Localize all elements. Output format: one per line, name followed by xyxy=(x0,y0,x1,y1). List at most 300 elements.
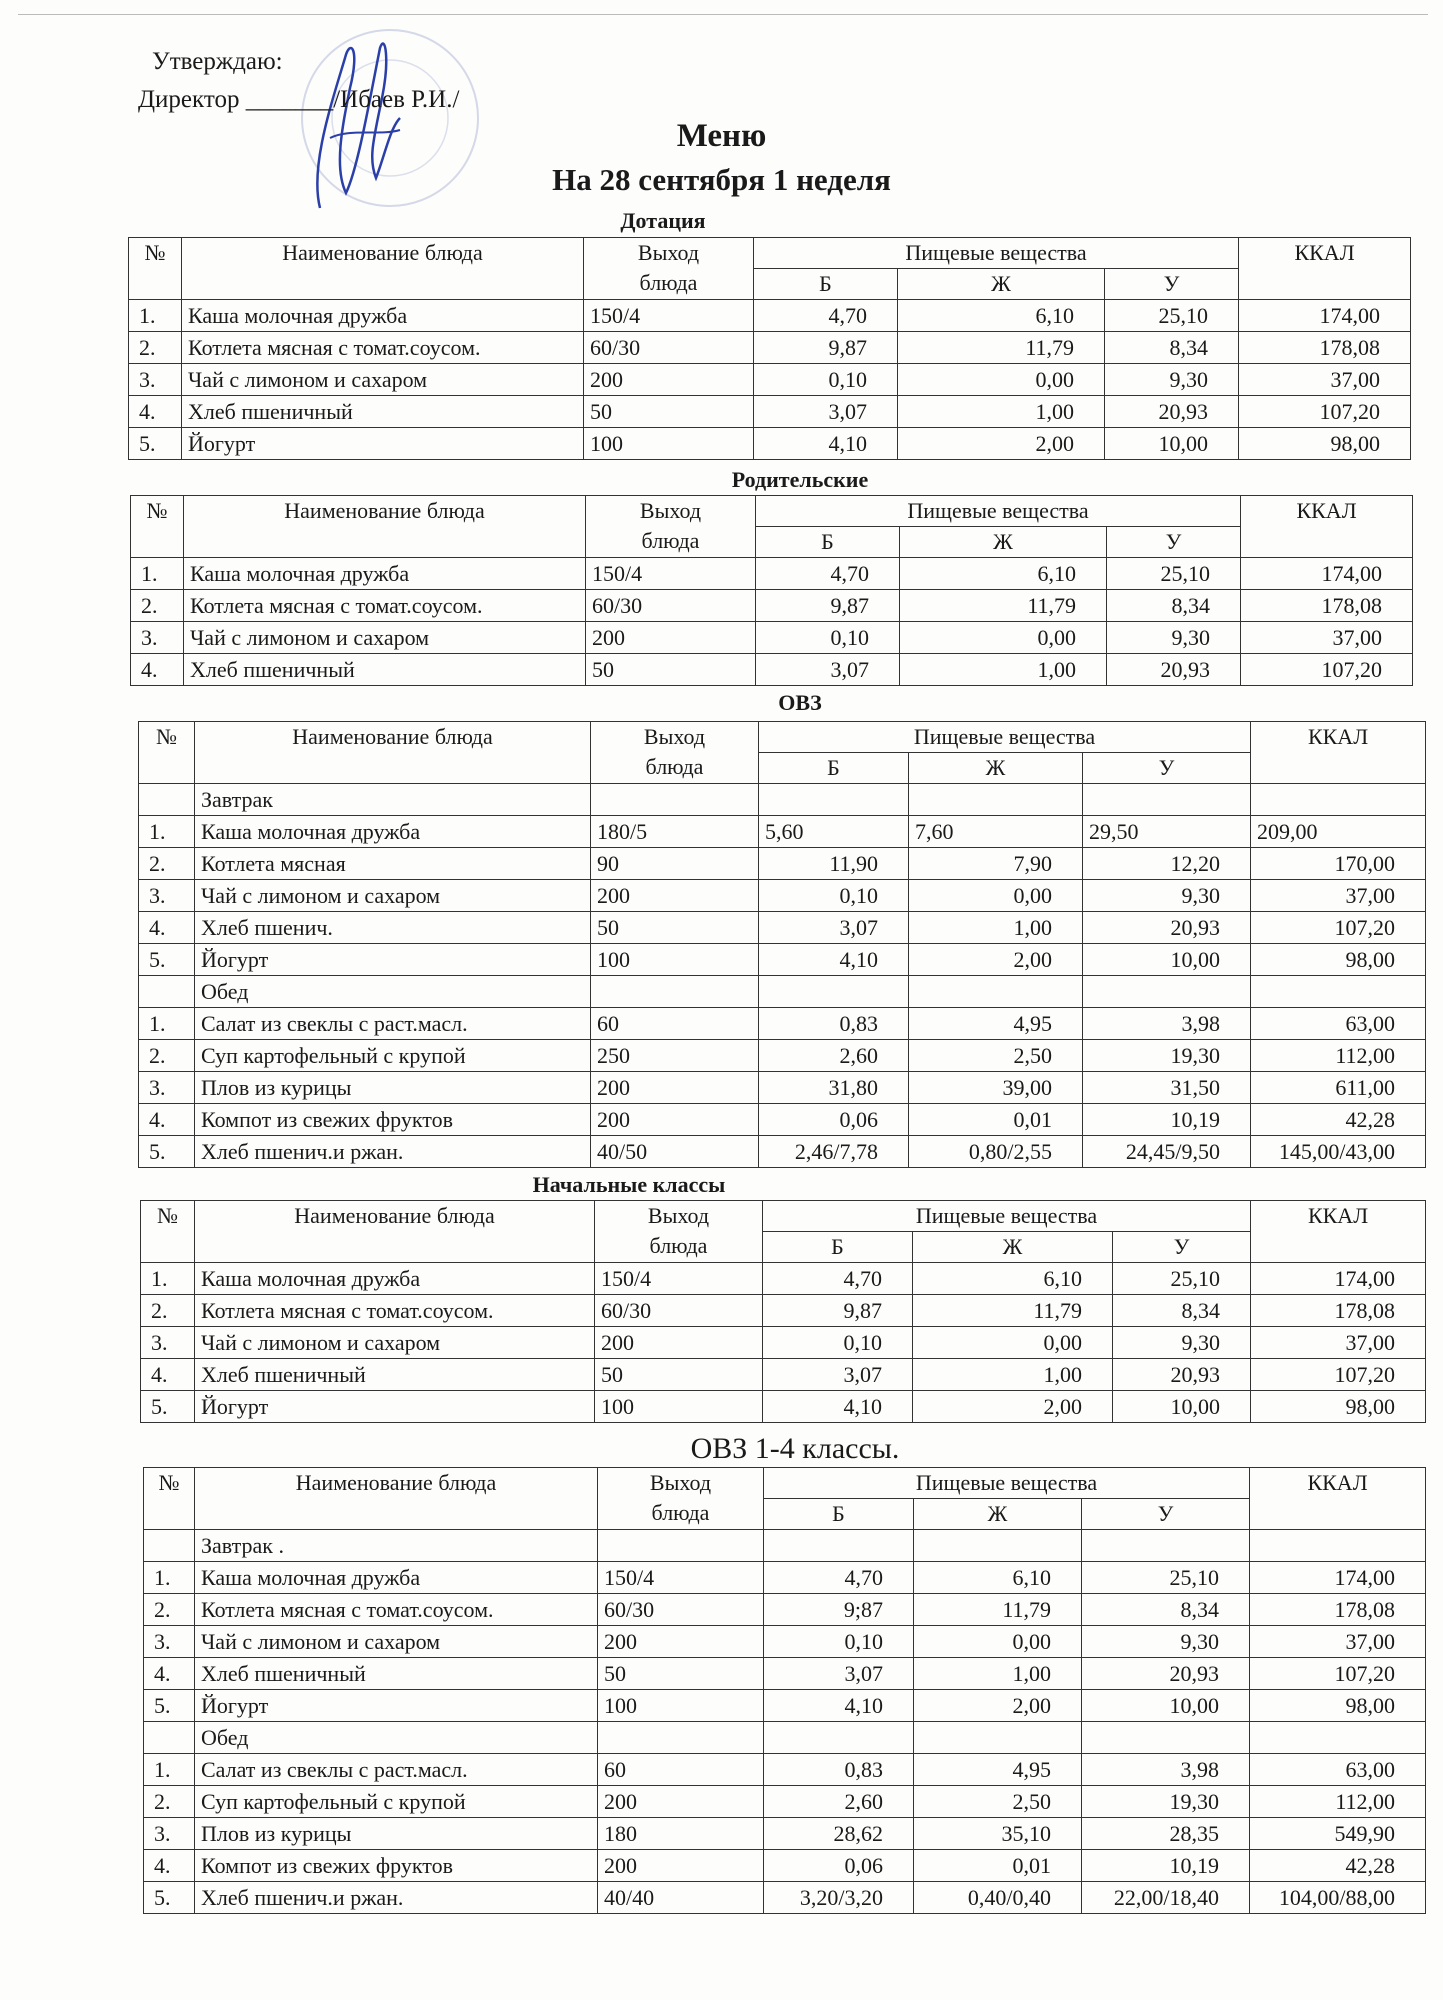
kcal: 145,00/43,00 xyxy=(1251,1136,1426,1168)
director-line: Директор _______/Ибаев Р.И./ xyxy=(138,86,460,113)
table-row xyxy=(144,1658,1426,1690)
header-nutrients: Пищевые вещества xyxy=(763,1201,1251,1232)
carbs: 10,00 xyxy=(1082,1690,1250,1722)
table-row xyxy=(139,1136,1426,1168)
fat: 2,50 xyxy=(914,1786,1082,1818)
row-number: 5. xyxy=(129,428,182,460)
carbs: 20,93 xyxy=(1113,1359,1251,1391)
protein: 3,07 xyxy=(759,912,909,944)
dish-output: 150/4 xyxy=(584,300,754,332)
table-row xyxy=(129,364,1411,396)
header-row xyxy=(141,1201,1426,1232)
carbs: 10,00 xyxy=(1113,1391,1251,1423)
row-number xyxy=(139,976,195,1008)
fat xyxy=(909,784,1083,816)
dish-output: 90 xyxy=(591,848,759,880)
fat: 0,40/0,40 xyxy=(914,1882,1082,1914)
kcal: 112,00 xyxy=(1251,1040,1426,1072)
row-number: 5. xyxy=(141,1391,195,1423)
table-row xyxy=(129,428,1411,460)
kcal: 98,00 xyxy=(1239,428,1411,460)
row-number: 5. xyxy=(139,944,195,976)
dish-output: 100 xyxy=(598,1690,764,1722)
kcal xyxy=(1250,1722,1426,1754)
carbs: 8,34 xyxy=(1113,1295,1251,1327)
dish-name: Чай с лимоном и сахаром xyxy=(182,364,584,396)
dish-name: Чай с лимоном и сахаром xyxy=(195,1327,595,1359)
protein: 0,10 xyxy=(759,880,909,912)
kcal: 174,00 xyxy=(1251,1263,1426,1295)
kcal: 611,00 xyxy=(1251,1072,1426,1104)
kcal: 178,08 xyxy=(1241,590,1413,622)
header-nutrients: Пищевые вещества xyxy=(756,496,1241,527)
kcal: 63,00 xyxy=(1250,1754,1426,1786)
table-row xyxy=(131,590,1413,622)
dish-output: 180 xyxy=(598,1818,764,1850)
header-no: № xyxy=(131,496,184,558)
header-output-line2: блюда xyxy=(639,270,698,295)
table-row xyxy=(141,1391,1426,1423)
carbs: 22,00/18,40 xyxy=(1082,1882,1250,1914)
kcal: 178,08 xyxy=(1250,1594,1426,1626)
dish-output: 200 xyxy=(595,1327,763,1359)
dish-name: Йогурт xyxy=(195,944,591,976)
dish-output: 200 xyxy=(591,1072,759,1104)
carbs: 25,10 xyxy=(1113,1263,1251,1295)
carbs xyxy=(1083,784,1251,816)
row-number: 2. xyxy=(144,1786,195,1818)
fat: 7,60 xyxy=(909,816,1083,848)
header-name: Наименование блюда xyxy=(195,722,591,784)
row-number: 3. xyxy=(139,1072,195,1104)
header-nutrients: Пищевые вещества xyxy=(759,722,1251,753)
table-row xyxy=(129,396,1411,428)
kcal: 98,00 xyxy=(1250,1690,1426,1722)
carbs: 10,19 xyxy=(1082,1850,1250,1882)
dish-output: 40/50 xyxy=(591,1136,759,1168)
table-row xyxy=(131,622,1413,654)
header-carbs: У xyxy=(1082,1499,1250,1530)
fat: 0,00 xyxy=(900,622,1107,654)
table-row xyxy=(141,1263,1426,1295)
protein: 4,10 xyxy=(763,1391,913,1423)
row-number: 3. xyxy=(141,1327,195,1359)
header-row xyxy=(131,496,1413,527)
dish-output: 200 xyxy=(591,880,759,912)
row-number: 1. xyxy=(144,1754,195,1786)
carbs: 10,00 xyxy=(1083,944,1251,976)
dish-name: Котлета мясная с томат.соусом. xyxy=(182,332,584,364)
table-row xyxy=(144,1882,1426,1914)
fat: 2,00 xyxy=(898,428,1105,460)
dish-name: Хлеб пшенич.и ржан. xyxy=(195,1882,598,1914)
row-number: 2. xyxy=(129,332,182,364)
table-row xyxy=(131,558,1413,590)
table-row xyxy=(144,1594,1426,1626)
header-name: Наименование блюда xyxy=(184,496,586,558)
dish-name: Суп картофельный с крупой xyxy=(195,1040,591,1072)
table-row xyxy=(139,912,1426,944)
kcal: 174,00 xyxy=(1241,558,1413,590)
kcal: 42,28 xyxy=(1250,1850,1426,1882)
table-row xyxy=(144,1850,1426,1882)
dish-output: 250 xyxy=(591,1040,759,1072)
carbs: 28,35 xyxy=(1082,1818,1250,1850)
fat: 1,00 xyxy=(914,1658,1082,1690)
kcal: 209,00 xyxy=(1251,816,1426,848)
header-output-line1: Выход xyxy=(639,498,702,523)
fat: 11,79 xyxy=(913,1295,1113,1327)
row-number: 5. xyxy=(144,1882,195,1914)
kcal: 37,00 xyxy=(1239,364,1411,396)
page-subtitle: На 28 сентября 1 неделя xyxy=(552,162,891,197)
dish-output: 60 xyxy=(591,1008,759,1040)
dish-output: 60/30 xyxy=(584,332,754,364)
protein: 4,10 xyxy=(764,1690,914,1722)
dish-output: 200 xyxy=(584,364,754,396)
fat: 39,00 xyxy=(909,1072,1083,1104)
header-fat: Ж xyxy=(913,1232,1113,1263)
kcal: 174,00 xyxy=(1239,300,1411,332)
menu-table xyxy=(143,1467,1426,1914)
row-number xyxy=(144,1722,195,1754)
row-number: 1. xyxy=(139,1008,195,1040)
dish-output xyxy=(591,976,759,1008)
protein: 0,06 xyxy=(759,1104,909,1136)
protein: 9,87 xyxy=(763,1295,913,1327)
carbs: 9,30 xyxy=(1083,880,1251,912)
dish-name: Каша молочная дружба xyxy=(184,558,586,590)
fat: 0,00 xyxy=(898,364,1105,396)
protein xyxy=(759,976,909,1008)
meal-group-row xyxy=(144,1530,1426,1562)
carbs: 3,98 xyxy=(1083,1008,1251,1040)
menu-table xyxy=(140,1200,1426,1423)
kcal: 107,20 xyxy=(1241,654,1413,686)
dish-output: 50 xyxy=(595,1359,763,1391)
header-output-line1: Выход xyxy=(647,1203,710,1228)
header-output-line1: Выход xyxy=(637,240,700,265)
header-output xyxy=(584,238,754,300)
kcal xyxy=(1251,784,1426,816)
dish-name: Обед xyxy=(195,1722,598,1754)
carbs: 19,30 xyxy=(1082,1786,1250,1818)
fat: 1,00 xyxy=(898,396,1105,428)
dish-output: 100 xyxy=(595,1391,763,1423)
dish-name: Котлета мясная с томат.соусом. xyxy=(184,590,586,622)
header-name: Наименование блюда xyxy=(182,238,584,300)
carbs xyxy=(1082,1530,1250,1562)
protein: 31,80 xyxy=(759,1072,909,1104)
section-title: ОВЗ xyxy=(778,690,822,715)
row-number: 3. xyxy=(129,364,182,396)
fat: 2,00 xyxy=(913,1391,1113,1423)
table-row xyxy=(139,1072,1426,1104)
header-nutrients: Пищевые вещества xyxy=(764,1468,1250,1499)
fat: 2,50 xyxy=(909,1040,1083,1072)
dish-name: Завтрак . xyxy=(195,1530,598,1562)
dish-output: 200 xyxy=(598,1786,764,1818)
header-no: № xyxy=(141,1201,195,1263)
table-row xyxy=(144,1818,1426,1850)
table-row xyxy=(141,1359,1426,1391)
protein: 0,10 xyxy=(754,364,898,396)
carbs: 10,19 xyxy=(1083,1104,1251,1136)
header-carbs: У xyxy=(1083,753,1251,784)
kcal: 107,20 xyxy=(1251,1359,1426,1391)
protein: 4,10 xyxy=(759,944,909,976)
header-output xyxy=(595,1201,763,1263)
header-protein: Б xyxy=(764,1499,914,1530)
kcal: 107,20 xyxy=(1239,396,1411,428)
row-number: 4. xyxy=(144,1658,195,1690)
protein: 0,10 xyxy=(763,1327,913,1359)
carbs xyxy=(1082,1722,1250,1754)
header-output-line1: Выход xyxy=(643,724,706,749)
page-title: Меню xyxy=(676,118,767,154)
fat: 4,95 xyxy=(909,1008,1083,1040)
header-carbs: У xyxy=(1107,527,1241,558)
table-row xyxy=(139,848,1426,880)
carbs: 10,00 xyxy=(1105,428,1239,460)
header-output-line2: блюда xyxy=(651,1500,710,1525)
dish-output: 60/30 xyxy=(598,1594,764,1626)
header-name: Наименование блюда xyxy=(195,1201,595,1263)
dish-name: Хлеб пшенич.и ржан. xyxy=(195,1136,591,1168)
table-row xyxy=(139,880,1426,912)
section-title: Дотация xyxy=(620,208,706,233)
row-number: 2. xyxy=(144,1594,195,1626)
row-number: 3. xyxy=(144,1626,195,1658)
carbs: 8,34 xyxy=(1082,1594,1250,1626)
header-output-line1: Выход xyxy=(649,1470,712,1495)
row-number: 4. xyxy=(141,1359,195,1391)
kcal xyxy=(1251,976,1426,1008)
fat: 11,79 xyxy=(898,332,1105,364)
dish-output: 100 xyxy=(591,944,759,976)
fat: 35,10 xyxy=(914,1818,1082,1850)
fat: 0,01 xyxy=(909,1104,1083,1136)
carbs: 12,20 xyxy=(1083,848,1251,880)
fat: 11,79 xyxy=(900,590,1107,622)
protein: 3,07 xyxy=(763,1359,913,1391)
fat xyxy=(914,1722,1082,1754)
kcal: 107,20 xyxy=(1251,912,1426,944)
scan-edge-line xyxy=(18,14,1428,15)
carbs: 3,98 xyxy=(1082,1754,1250,1786)
carbs: 24,45/9,50 xyxy=(1083,1136,1251,1168)
fat xyxy=(914,1530,1082,1562)
dish-name: Хлеб пшеничный xyxy=(195,1658,598,1690)
header-carbs: У xyxy=(1105,269,1239,300)
section-title: ОВЗ 1-4 классы. xyxy=(690,1432,900,1465)
header-kcal: ККАЛ xyxy=(1241,496,1413,558)
carbs: 20,93 xyxy=(1083,912,1251,944)
carbs: 25,10 xyxy=(1107,558,1241,590)
row-number: 5. xyxy=(139,1136,195,1168)
fat: 2,00 xyxy=(909,944,1083,976)
protein: 28,62 xyxy=(764,1818,914,1850)
header-no: № xyxy=(144,1468,195,1530)
dish-name: Салат из свеклы с раст.масл. xyxy=(195,1008,591,1040)
dish-name: Обед xyxy=(195,976,591,1008)
protein: 0,10 xyxy=(764,1626,914,1658)
fat: 0,00 xyxy=(909,880,1083,912)
carbs: 20,93 xyxy=(1105,396,1239,428)
row-number: 3. xyxy=(144,1818,195,1850)
dish-name: Компот из свежих фруктов xyxy=(195,1850,598,1882)
row-number: 2. xyxy=(139,1040,195,1072)
table-row xyxy=(144,1562,1426,1594)
carbs: 9,30 xyxy=(1107,622,1241,654)
protein: 4,70 xyxy=(754,300,898,332)
section-title: Родительские xyxy=(731,467,869,492)
fat: 4,95 xyxy=(914,1754,1082,1786)
dish-output: 200 xyxy=(598,1626,764,1658)
dish-output: 200 xyxy=(586,622,756,654)
dish-name: Котлета мясная с томат.соусом. xyxy=(195,1295,595,1327)
kcal: 170,00 xyxy=(1251,848,1426,880)
kcal: 549,90 xyxy=(1250,1818,1426,1850)
header-fat: Ж xyxy=(914,1499,1082,1530)
meal-group-row xyxy=(139,976,1426,1008)
fat: 1,00 xyxy=(900,654,1107,686)
dish-output: 40/40 xyxy=(598,1882,764,1914)
kcal: 98,00 xyxy=(1251,1391,1426,1423)
fat: 6,10 xyxy=(898,300,1105,332)
fat: 0,00 xyxy=(913,1327,1113,1359)
carbs: 25,10 xyxy=(1105,300,1239,332)
dish-name: Йогурт xyxy=(195,1391,595,1423)
dish-output: 60/30 xyxy=(595,1295,763,1327)
table-row xyxy=(129,332,1411,364)
protein: 0,83 xyxy=(764,1754,914,1786)
dish-output: 60/30 xyxy=(586,590,756,622)
carbs: 8,34 xyxy=(1105,332,1239,364)
dish-name: Чай с лимоном и сахаром xyxy=(184,622,586,654)
table-row xyxy=(144,1626,1426,1658)
dish-output: 50 xyxy=(586,654,756,686)
header-output xyxy=(598,1468,764,1530)
row-number: 3. xyxy=(131,622,184,654)
header-protein: Б xyxy=(763,1232,913,1263)
dish-name: Хлеб пшеничный xyxy=(184,654,586,686)
row-number: 1. xyxy=(141,1263,195,1295)
protein xyxy=(764,1530,914,1562)
dish-name: Каша молочная дружба xyxy=(195,1562,598,1594)
table-row xyxy=(144,1754,1426,1786)
dish-output: 200 xyxy=(591,1104,759,1136)
kcal: 98,00 xyxy=(1251,944,1426,976)
header-fat: Ж xyxy=(898,269,1105,300)
kcal: 178,08 xyxy=(1239,332,1411,364)
header-protein: Б xyxy=(759,753,909,784)
protein: 3,20/3,20 xyxy=(764,1882,914,1914)
dish-name: Йогурт xyxy=(195,1690,598,1722)
header-nutrients: Пищевые вещества xyxy=(754,238,1239,269)
dish-name: Каша молочная дружба xyxy=(195,816,591,848)
table-row xyxy=(144,1690,1426,1722)
fat: 1,00 xyxy=(909,912,1083,944)
kcal: 37,00 xyxy=(1250,1626,1426,1658)
header-output xyxy=(591,722,759,784)
carbs: 20,93 xyxy=(1082,1658,1250,1690)
header-kcal: ККАЛ xyxy=(1251,1201,1426,1263)
row-number: 2. xyxy=(131,590,184,622)
fat: 7,90 xyxy=(909,848,1083,880)
dish-output xyxy=(591,784,759,816)
dish-name: Каша молочная дружба xyxy=(182,300,584,332)
fat: 1,00 xyxy=(913,1359,1113,1391)
dish-output: 100 xyxy=(584,428,754,460)
protein: 0,83 xyxy=(759,1008,909,1040)
table-row xyxy=(139,1008,1426,1040)
header-name: Наименование блюда xyxy=(195,1468,598,1530)
protein: 9;87 xyxy=(764,1594,914,1626)
dish-output: 200 xyxy=(598,1850,764,1882)
dish-output: 50 xyxy=(591,912,759,944)
dish-name: Чай с лимоном и сахаром xyxy=(195,880,591,912)
dish-name: Хлеб пшенич. xyxy=(195,912,591,944)
protein: 4,70 xyxy=(764,1562,914,1594)
carbs: 29,50 xyxy=(1083,816,1251,848)
protein: 11,90 xyxy=(759,848,909,880)
header-kcal: ККАЛ xyxy=(1250,1468,1426,1530)
kcal: 63,00 xyxy=(1251,1008,1426,1040)
menu-table xyxy=(128,237,1411,460)
dish-name: Йогурт xyxy=(182,428,584,460)
protein: 5,60 xyxy=(759,816,909,848)
table-row xyxy=(129,300,1411,332)
header-row xyxy=(139,722,1426,753)
table-row xyxy=(144,1786,1426,1818)
table-row xyxy=(141,1327,1426,1359)
dish-name: Завтрак xyxy=(195,784,591,816)
fat xyxy=(909,976,1083,1008)
section-title: Начальные классы xyxy=(532,1172,726,1197)
protein: 3,07 xyxy=(756,654,900,686)
protein: 2,60 xyxy=(759,1040,909,1072)
dish-output: 180/5 xyxy=(591,816,759,848)
header-output xyxy=(586,496,756,558)
fat: 6,10 xyxy=(913,1263,1113,1295)
row-number xyxy=(144,1530,195,1562)
dish-name: Чай с лимоном и сахаром xyxy=(195,1626,598,1658)
table-row xyxy=(131,654,1413,686)
kcal: 37,00 xyxy=(1251,880,1426,912)
fat: 11,79 xyxy=(914,1594,1082,1626)
protein: 3,07 xyxy=(764,1658,914,1690)
dish-output: 150/4 xyxy=(595,1263,763,1295)
dish-output: 150/4 xyxy=(598,1562,764,1594)
row-number: 1. xyxy=(139,816,195,848)
carbs xyxy=(1083,976,1251,1008)
row-number: 3. xyxy=(139,880,195,912)
header-no: № xyxy=(139,722,195,784)
dish-name: Хлеб пшеничный xyxy=(182,396,584,428)
meal-group-row xyxy=(144,1722,1426,1754)
header-output-line2: блюда xyxy=(645,754,704,779)
kcal: 42,28 xyxy=(1251,1104,1426,1136)
dish-name: Салат из свеклы с раст.масл. xyxy=(195,1754,598,1786)
protein xyxy=(759,784,909,816)
row-number: 2. xyxy=(141,1295,195,1327)
header-carbs: У xyxy=(1113,1232,1251,1263)
dish-output: 60 xyxy=(598,1754,764,1786)
carbs: 31,50 xyxy=(1083,1072,1251,1104)
protein xyxy=(764,1722,914,1754)
table-row xyxy=(139,816,1426,848)
